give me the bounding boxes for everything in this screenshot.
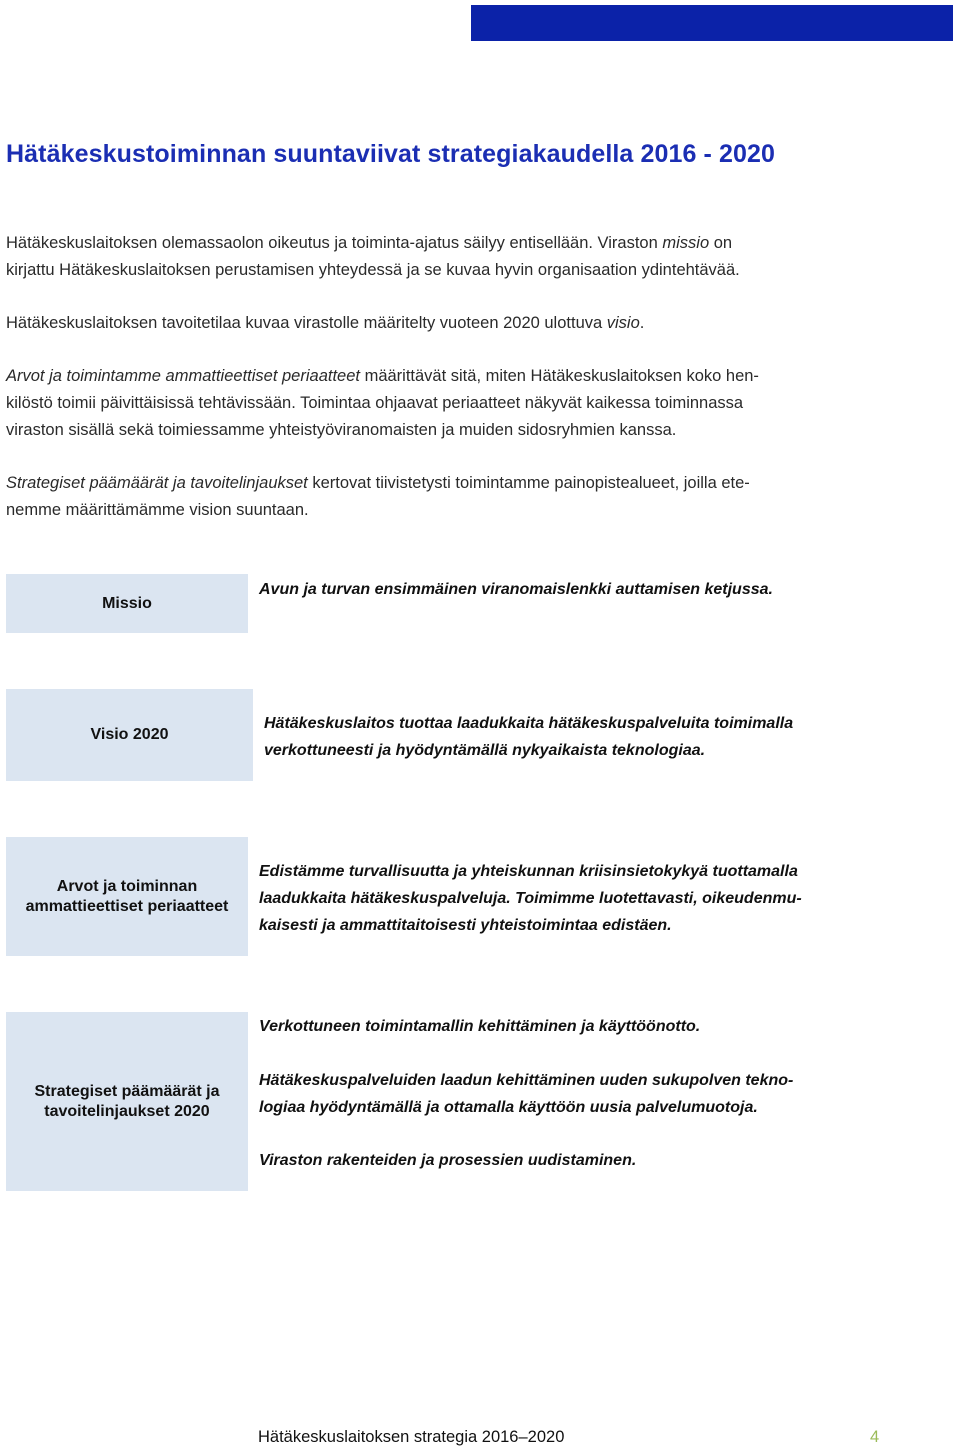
text-segment: määrittävät sitä, miten Hätäkeskuslaitoksen koko hen- xyxy=(359,367,759,385)
visio-text xyxy=(264,710,793,764)
italic-term: missio xyxy=(662,234,710,252)
text-line: Hätäkeskuspalveluiden laadun kehittäminen uuden sukupolven tekno- xyxy=(259,1072,794,1089)
arvot-label xyxy=(26,877,229,917)
label-line: tavoitelinjaukset 2020 xyxy=(44,1102,210,1120)
paragraph-strategy-intro xyxy=(6,470,906,524)
visio-label-box xyxy=(6,689,253,781)
text-line: Hätäkeskuslaitos tuottaa laadukkaita hätäkeskuspalveluita toimimalla xyxy=(264,715,794,732)
text-line: laadukkaita hätäkeskuspalveluja. Toimimme luotettavasti, oikeudenmu- xyxy=(259,890,802,907)
text-segment: nemme määrittämämme vision suuntaan. xyxy=(6,501,309,519)
paragraph-mission-intro xyxy=(6,230,906,284)
text-segment: . xyxy=(639,314,645,332)
page-number: 4 xyxy=(870,1428,880,1446)
strategiset-label-box xyxy=(6,1012,248,1191)
text-segment: Hätäkeskuslaitoksen tavoitetilaa kuvaa virastolle määritelty vuoteen 2020 ulottuva xyxy=(6,314,607,332)
footer-text: Hätäkeskuslaitoksen strategia 2016–2020 xyxy=(258,1428,565,1446)
label-line: ammattieettiset periaatteet xyxy=(25,897,229,915)
strategiset-item-2 xyxy=(259,1067,793,1121)
text-line: kaisesti ja ammattitaitoisesti yhteistoimintaa edistäen. xyxy=(259,917,672,934)
text-line: verkottuneesti ja hyödyntämällä nykyaikaista teknologiaa. xyxy=(264,742,706,759)
arvot-text xyxy=(259,858,802,939)
missio-text: Avun ja turvan ensimmäinen viranomaislenkki auttamisen ketjussa. xyxy=(259,581,773,598)
label-line: Strategiset päämäärät ja xyxy=(34,1082,220,1100)
italic-term: Arvot ja toimintamme ammattieettiset periaatteet xyxy=(6,367,360,385)
paragraph-values-intro xyxy=(6,363,906,444)
text-line: Edistämme turvallisuutta ja yhteiskunnan kriisinsietokykyä tuottamalla xyxy=(259,863,798,880)
missio-label: Missio xyxy=(102,594,152,612)
missio-label-box xyxy=(6,574,248,633)
text-segment: viraston sisällä sekä toimiessamme yhteistyöviranomaisten ja muiden sidosryhmien kanssa. xyxy=(6,421,677,439)
italic-term: Strategiset päämäärät ja tavoitelinjaukset xyxy=(6,474,308,492)
text-segment: on xyxy=(709,234,733,252)
text-segment: kirjattu Hätäkeskuslaitoksen perustamisen yhteydessä ja se kuvaa hyvin organisaation ydintehtävää. xyxy=(6,261,740,279)
italic-term: visio xyxy=(606,314,640,332)
paragraph-vision-intro xyxy=(6,310,906,337)
text-line: logiaa hyödyntämällä ja ottamalla käyttöön uusia palvelumuotoja. xyxy=(259,1099,758,1116)
arvot-label-box xyxy=(6,837,248,956)
label-line: Arvot ja toiminnan xyxy=(56,877,198,895)
text-segment: kertovat tiivistetysti toimintamme painopistealueet, joilla ete- xyxy=(307,474,750,492)
page-title: Hätäkeskustoiminnan suuntaviivat strategiakaudella 2016 - 2020 xyxy=(6,140,776,168)
header-color-bar xyxy=(471,5,953,41)
visio-label: Visio 2020 xyxy=(90,726,169,743)
strategiset-label xyxy=(35,1082,220,1122)
text-segment: Hätäkeskuslaitoksen olemassaolon oikeutus ja toiminta-ajatus säilyy entisellään. Viraston xyxy=(6,234,663,252)
text-segment: kilöstö toimii päivittäisissä tehtävissään. Toimintaa ohjaavat periaatteet näkyvät kaikessa toiminnassa xyxy=(6,394,744,412)
strategiset-item-1: Verkottuneen toimintamallin kehittäminen ja käyttöönotto. xyxy=(259,1018,701,1035)
strategiset-item-3: Viraston rakenteiden ja prosessien uudistaminen. xyxy=(259,1152,637,1169)
